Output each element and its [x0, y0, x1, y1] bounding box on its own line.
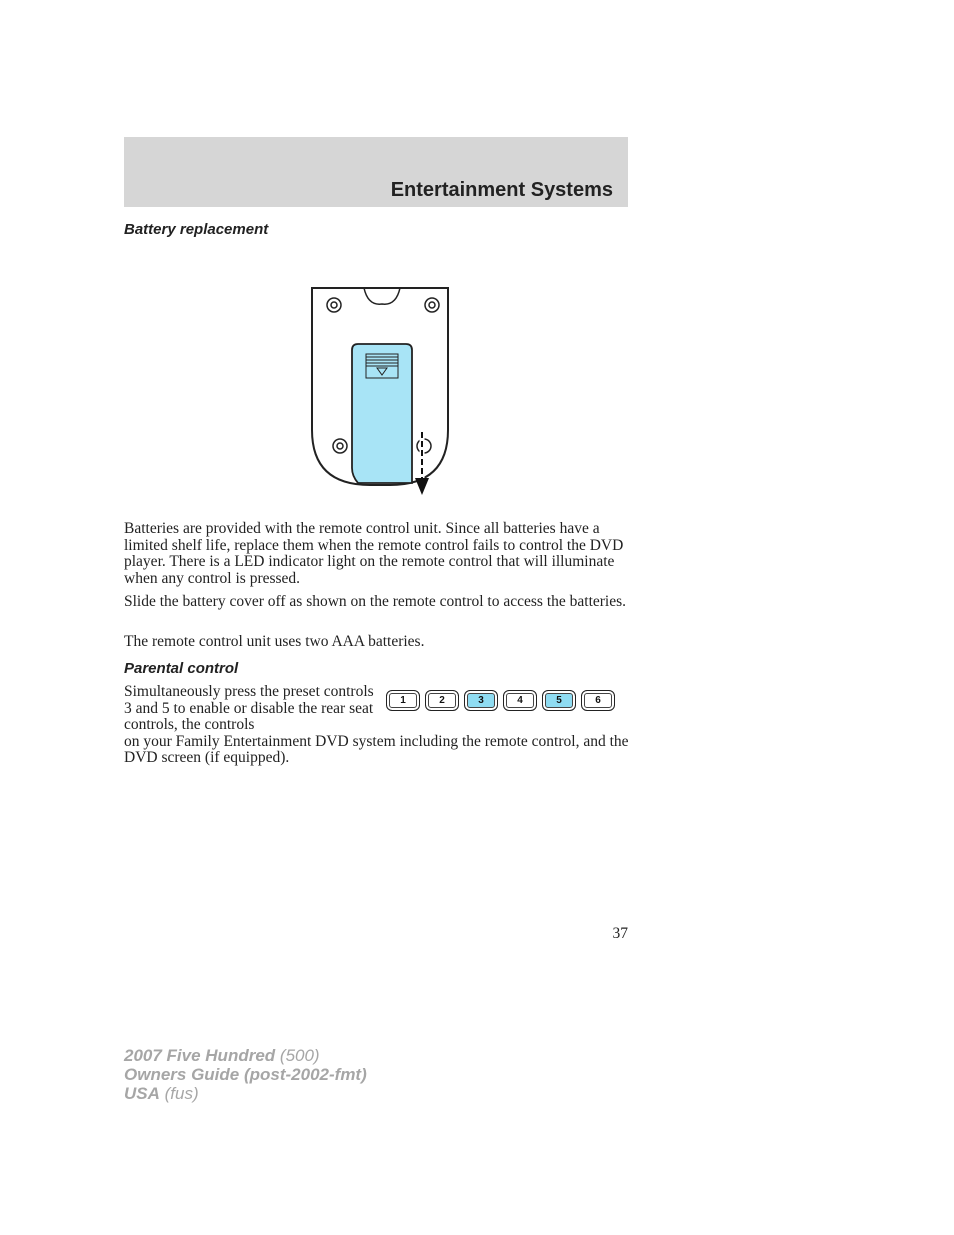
footer-guide: Owners Guide (post-2002-fmt) [124, 1065, 367, 1084]
preset-buttons-illustration [386, 690, 615, 711]
preset-button-3: 3 [464, 690, 498, 711]
footer-region-code: (fus) [164, 1084, 199, 1103]
preset-button-5: 5 [542, 690, 576, 711]
battery-paragraph-1: Batteries are provided with the remote control unit. Since all batteries have a limited shelf life, replace them when the remote control fails to control the DVD player. There is a LED indicator light on the remote control that will illuminate when any control is pressed. [124, 520, 624, 587]
parental-text-rest: on your Family Entertainment DVD system including the remote control, and the DVD screen (if equipped). [124, 732, 629, 766]
preset-button-4: 4 [503, 690, 537, 711]
section-title: Entertainment Systems [390, 179, 613, 201]
battery-paragraph-2: Slide the battery cover off as shown on the remote control to access the batteries. [124, 593, 627, 610]
battery-replacement-heading: Battery replacement [124, 221, 269, 238]
page-number: 37 [612, 925, 628, 942]
preset-button-2: 2 [425, 690, 459, 711]
section-header-band [124, 137, 628, 207]
preset-button-6: 6 [581, 690, 615, 711]
footer-model-code: (500) [279, 1046, 320, 1065]
document-footer [124, 1046, 367, 1103]
battery-paragraph-3: The remote control unit uses two AAA batteries. [124, 633, 425, 650]
parental-text-wrapped: Simultaneously press the preset controls 3 and 5 to enable or disable the rear seat controls, the controls [124, 683, 374, 733]
footer-region: USA [124, 1084, 160, 1103]
remote-battery-cover-illustration [300, 280, 460, 500]
preset-button-1: 1 [386, 690, 420, 711]
cover-grip-icon [366, 354, 398, 378]
parental-control-heading: Parental control [124, 660, 239, 677]
footer-model: 2007 Five Hundred [124, 1046, 276, 1065]
